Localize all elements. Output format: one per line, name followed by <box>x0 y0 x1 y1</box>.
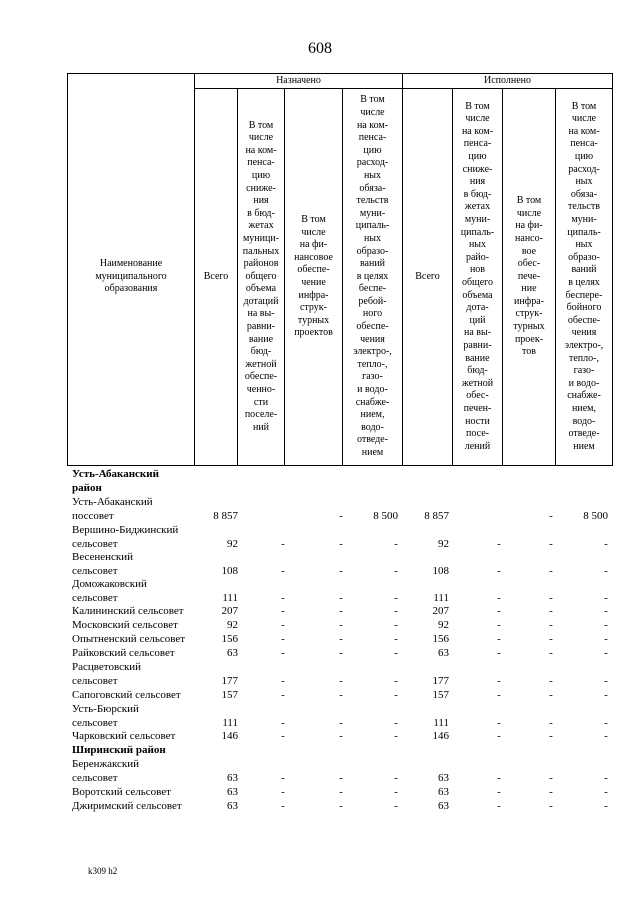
header-executed-group: Исполнено <box>483 74 531 86</box>
executed-dotations: - <box>497 689 501 701</box>
executed-infrastructure: - <box>549 800 553 812</box>
executed-total: 156 <box>432 633 449 645</box>
assigned-total: 108 <box>221 565 238 577</box>
executed-utilities: 8 500 <box>583 510 608 522</box>
executed-infrastructure: - <box>549 647 553 659</box>
executed-infrastructure: - <box>549 510 553 522</box>
header-rule <box>67 465 613 466</box>
assigned-total: 177 <box>221 675 238 687</box>
table-header <box>67 73 613 466</box>
assigned-dotations: - <box>281 730 285 742</box>
executed-total: 63 <box>438 800 449 812</box>
executed-dotations: - <box>497 772 501 784</box>
assigned-infrastructure: - <box>339 689 343 701</box>
assigned-infrastructure: - <box>339 786 343 798</box>
header-executed-total: Всего <box>415 270 440 282</box>
assigned-utilities: 8 500 <box>373 510 398 522</box>
municipality-name: Усть-Бюрский сельсовет <box>72 703 139 729</box>
executed-utilities: - <box>604 565 608 577</box>
assigned-total: 8 857 <box>213 510 238 522</box>
assigned-total: 111 <box>222 592 238 604</box>
assigned-infrastructure: - <box>339 633 343 645</box>
municipality-name: Воротский сельсовет <box>72 786 171 798</box>
assigned-utilities: - <box>394 592 398 604</box>
executed-infrastructure: - <box>549 772 553 784</box>
assigned-utilities: - <box>394 786 398 798</box>
assigned-dotations: - <box>281 605 285 617</box>
header-executed-infrastructure: В том числе на фи- нансо- вое обес- пече- ние инфра- струк- турных проек- тов <box>513 195 545 358</box>
assigned-utilities: - <box>394 717 398 729</box>
assigned-infrastructure: - <box>339 510 343 522</box>
header-executed-dotations: В том числе на ком- пенса- цию сниже- ния в бюд- жетах муни- ципаль- ных райо- нов общего объема дота- ций на вы- равни- вание бюд- жетной обес- печен- ности посе- лений <box>460 100 495 452</box>
assigned-dotations: - <box>281 800 285 812</box>
executed-infrastructure: - <box>549 786 553 798</box>
header-assigned-utilities: В том числе на ком- пенса- цию расход- ных обяза- тельств муни- ципаль- ных образо- ваний в целях беспе- ребой- ного обеспе- чения электро-, тепло-, газо- и водо- снабже- нием, водо- отведе- нием <box>353 94 392 459</box>
header-assigned-infrastructure: В том числе на фи- нансовое обеспе- чение инфра- струк- турных проектов <box>294 214 333 339</box>
assigned-dotations: - <box>281 565 285 577</box>
executed-total: 111 <box>433 717 449 729</box>
assigned-dotations: - <box>281 647 285 659</box>
assigned-dotations: - <box>281 675 285 687</box>
municipality-name: Сапоговский сельсовет <box>72 689 181 701</box>
assigned-total: 92 <box>227 619 238 631</box>
assigned-total: 63 <box>227 647 238 659</box>
header-assigned-group: Назначено <box>276 74 321 86</box>
assigned-utilities: - <box>394 647 398 659</box>
municipality-name: Райковский сельсовет <box>72 647 175 659</box>
municipality-name: Доможаковский сельсовет <box>72 578 147 604</box>
municipality-name: Весененский сельсовет <box>72 551 134 577</box>
executed-total: 157 <box>432 689 449 701</box>
executed-total: 146 <box>432 730 449 742</box>
executed-dotations: - <box>497 675 501 687</box>
executed-utilities: - <box>604 786 608 798</box>
assigned-utilities: - <box>394 800 398 812</box>
executed-total: 177 <box>432 675 449 687</box>
executed-total: 207 <box>432 605 449 617</box>
assigned-utilities: - <box>394 675 398 687</box>
header-assigned-dotations: В том числе на ком- пенса- цию сниже- ния в бюд- жетах муници- пальных районов общего объема дотаций на вы- равни- вание бюд- жетной обеспе- ченно- сти поселе- ний <box>242 119 280 433</box>
assigned-utilities: - <box>394 605 398 617</box>
executed-total: 92 <box>438 619 449 631</box>
executed-dotations: - <box>497 800 501 812</box>
assigned-infrastructure: - <box>339 565 343 577</box>
assigned-total: 207 <box>221 605 238 617</box>
executed-infrastructure: - <box>549 619 553 631</box>
assigned-infrastructure: - <box>339 619 343 631</box>
assigned-utilities: - <box>394 538 398 550</box>
assigned-infrastructure: - <box>339 730 343 742</box>
executed-utilities: - <box>604 538 608 550</box>
assigned-dotations: - <box>281 619 285 631</box>
assigned-total: 156 <box>221 633 238 645</box>
assigned-total: 63 <box>227 800 238 812</box>
assigned-dotations: - <box>281 592 285 604</box>
municipality-name: Расцветовский сельсовет <box>72 661 142 687</box>
executed-utilities: - <box>604 717 608 729</box>
executed-infrastructure: - <box>549 605 553 617</box>
assigned-utilities: - <box>394 633 398 645</box>
executed-dotations: - <box>497 592 501 604</box>
assigned-total: 111 <box>222 717 238 729</box>
executed-dotations: - <box>497 647 501 659</box>
header-name-column: Наименование муниципального образования <box>95 258 167 295</box>
executed-utilities: - <box>604 772 608 784</box>
header-rule <box>612 73 613 466</box>
assigned-dotations: - <box>281 689 285 701</box>
executed-utilities: - <box>604 675 608 687</box>
assigned-infrastructure: - <box>339 717 343 729</box>
assigned-infrastructure: - <box>339 675 343 687</box>
assigned-infrastructure: - <box>339 538 343 550</box>
header-assigned-total: Всего <box>203 270 229 282</box>
footer-code: k309 h2 <box>88 866 118 876</box>
assigned-dotations: - <box>281 633 285 645</box>
executed-dotations: - <box>497 565 501 577</box>
executed-dotations: - <box>497 619 501 631</box>
assigned-total: 157 <box>221 689 238 701</box>
page-number: 608 <box>308 40 332 57</box>
assigned-infrastructure: - <box>339 605 343 617</box>
executed-utilities: - <box>604 689 608 701</box>
assigned-utilities: - <box>394 619 398 631</box>
executed-total: 63 <box>438 647 449 659</box>
assigned-utilities: - <box>394 689 398 701</box>
assigned-total: 63 <box>227 786 238 798</box>
executed-utilities: - <box>604 605 608 617</box>
group-name: Усть-Абаканский район <box>72 468 159 494</box>
executed-infrastructure: - <box>549 592 553 604</box>
assigned-infrastructure: - <box>339 800 343 812</box>
executed-utilities: - <box>604 619 608 631</box>
executed-total: 92 <box>438 538 449 550</box>
group-name: Ширинский район <box>72 744 166 756</box>
executed-utilities: - <box>604 800 608 812</box>
executed-dotations: - <box>497 538 501 550</box>
assigned-infrastructure: - <box>339 647 343 659</box>
municipality-name: Опытненский сельсовет <box>72 633 186 645</box>
municipality-name: Джиримский сельсовет <box>72 800 182 812</box>
executed-utilities: - <box>604 730 608 742</box>
assigned-total: 146 <box>221 730 238 742</box>
municipality-name: Чарковский сельсовет <box>72 730 176 742</box>
executed-infrastructure: - <box>549 730 553 742</box>
executed-utilities: - <box>604 592 608 604</box>
executed-dotations: - <box>497 786 501 798</box>
assigned-dotations: - <box>281 772 285 784</box>
assigned-utilities: - <box>394 730 398 742</box>
executed-total: 111 <box>433 592 449 604</box>
executed-total: 63 <box>438 786 449 798</box>
executed-infrastructure: - <box>549 565 553 577</box>
assigned-total: 92 <box>227 538 238 550</box>
executed-infrastructure: - <box>549 717 553 729</box>
executed-dotations: - <box>497 633 501 645</box>
executed-infrastructure: - <box>549 538 553 550</box>
municipality-name: Усть-Абаканский поссовет <box>72 496 153 522</box>
assigned-dotations: - <box>281 717 285 729</box>
assigned-infrastructure: - <box>339 592 343 604</box>
executed-utilities: - <box>604 633 608 645</box>
executed-dotations: - <box>497 730 501 742</box>
assigned-dotations: - <box>281 538 285 550</box>
executed-infrastructure: - <box>549 633 553 645</box>
assigned-dotations: - <box>281 786 285 798</box>
executed-total: 8 857 <box>424 510 449 522</box>
executed-total: 108 <box>432 565 449 577</box>
municipality-name: Беренжакский сельсовет <box>72 758 140 784</box>
executed-infrastructure: - <box>549 689 553 701</box>
assigned-utilities: - <box>394 772 398 784</box>
assigned-total: 63 <box>227 772 238 784</box>
municipality-name: Московский сельсовет <box>72 619 178 631</box>
executed-dotations: - <box>497 605 501 617</box>
municipality-name: Вершино-Биджинский сельсовет <box>72 524 179 550</box>
header-executed-utilities: В том числе на ком- пенса- цию расход- ных обяза- тельств муни- ципаль- ных образо- ваний в целях беспере- бойного обеспе- чения электро-, тепло-, газо- и водо- снабже- нием, водо- отведе- нием <box>564 100 604 452</box>
assigned-utilities: - <box>394 565 398 577</box>
assigned-infrastructure: - <box>339 772 343 784</box>
municipality-name: Калининский сельсовет <box>72 605 184 617</box>
executed-dotations: - <box>497 717 501 729</box>
executed-infrastructure: - <box>549 675 553 687</box>
executed-total: 63 <box>438 772 449 784</box>
executed-utilities: - <box>604 647 608 659</box>
